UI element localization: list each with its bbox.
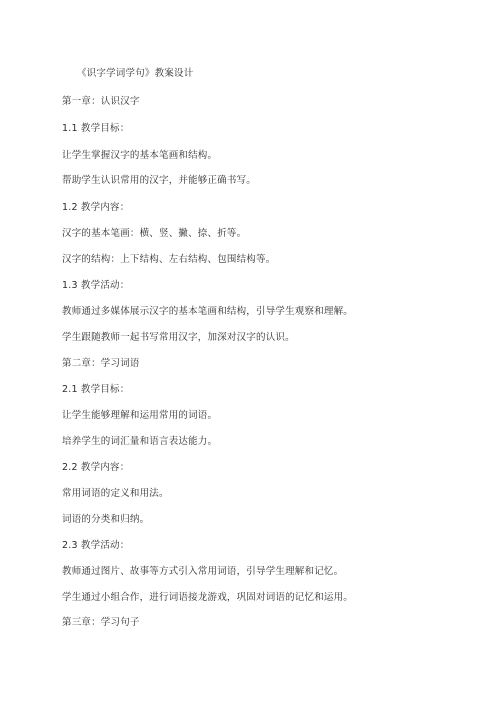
paragraph: 培养学生的词汇量和语言表达能力。 xyxy=(62,436,218,447)
section-2-2-heading: 2.2 教学内容： xyxy=(62,462,130,473)
section-2-1-heading: 2.1 教学目标： xyxy=(62,384,130,395)
paragraph: 教师通过多媒体展示汉字的基本笔画和结构，引导学生观察和理解。 xyxy=(62,306,354,317)
section-2-3-heading: 2.3 教学活动： xyxy=(62,540,130,551)
paragraph: 常用词语的定义和用法。 xyxy=(62,488,169,499)
section-1-3-heading: 1.3 教学活动： xyxy=(62,280,130,291)
chapter-3-heading: 第三章：学习句子 xyxy=(62,617,140,628)
paragraph: 让学生掌握汉字的基本笔画和结构。 xyxy=(62,150,218,161)
paragraph: 教师通过图片、故事等方式引入常用词语，引导学生理解和记忆。 xyxy=(62,566,344,577)
paragraph: 让学生能够理解和运用常用的词语。 xyxy=(62,410,218,421)
section-1-2-heading: 1.2 教学内容： xyxy=(62,202,130,213)
paragraph: 学生跟随教师一起书写常用汉字，加深对汉字的认识。 xyxy=(62,332,295,343)
paragraph: 汉字的基本笔画：横、竖、撇、捺、折等。 xyxy=(62,228,247,239)
section-1-1-heading: 1.1 教学目标： xyxy=(62,123,130,134)
paragraph: 学生通过小组合作，进行词语接龙游戏，巩固对词语的记忆和运用。 xyxy=(62,592,354,603)
document-title: 《识字学词学句》教案设计 xyxy=(77,68,194,79)
chapter-1-heading: 第一章：认识汉字 xyxy=(62,96,140,107)
paragraph: 词语的分类和归纳。 xyxy=(62,514,150,525)
paragraph: 汉字的结构：上下结构、左右结构、包围结构等。 xyxy=(62,254,276,265)
paragraph: 帮助学生认识常用的汉字，并能够正确书写。 xyxy=(62,175,257,186)
chapter-2-heading: 第二章：学习词语 xyxy=(62,358,140,369)
